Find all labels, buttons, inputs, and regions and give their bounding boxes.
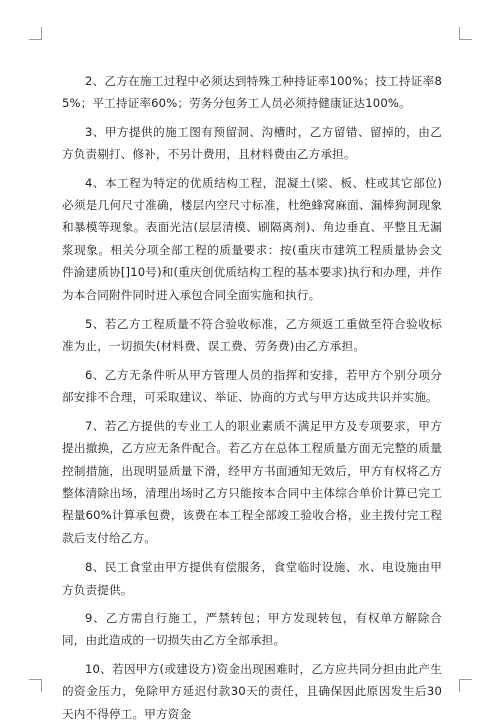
clause-5: 5、若乙方工程质量不符合验收标准，乙方须返工重做至符合验收标准为止，一切损失(材料费、误工费、劳务费)由乙方承担。	[62, 317, 442, 354]
clause-2: 2、乙方在施工过程中必须达到特殊工种持证率100%；技工持证率85%；平工持证率60%；劳务分包务工人员必须持健康证达100%。	[62, 74, 442, 111]
clause-7: 7、若乙方提供的专业工人的职业素质不满足甲方及专项要求，甲方提出撤换，乙方应无条件配合。若乙方在总体工程质量方面无完整的质量控制措施，出现明显质量下滑，经甲方书面通知无效后，甲方有权将乙方整体清除出场，清理出场时乙方只能按本合同中主体综合单价计算已完工程量60%计算承包费，该费在本工程全部竣工验收合格，业主拨付完工程款后支付给乙方。	[62, 418, 442, 545]
clause-8: 8、民工食堂由甲方提供有偿服务，食堂临时设施、水、电设施由甲方负责提供。	[62, 560, 442, 597]
clause-6: 6、乙方无条件听从甲方管理人员的指挥和安排，若甲方个别分项分部安排不合理，可采取建议、举证、协商的方式与甲方达成共识并实施。	[62, 367, 442, 405]
clause-3: 3、甲方提供的施工图有预留洞、沟槽时，乙方留错、留掉的，由乙方负责剔打、修补，不另计费用，且材料费由乙方承担。	[62, 124, 442, 162]
clause-10: 10、若因甲方(或建设方)资金出现困难时，乙方应共同分担由此产生的资金压力，免除甲方延迟付款30天的责任，且确保因此原因发生后30天内不得停工。甲方资金	[62, 661, 442, 721]
clause-9: 9、乙方需自行施工，严禁转包；甲方发现转包，有权单方解除合同，由此造成的一切损失由乙方全部承担。	[62, 610, 442, 648]
crop-mark-top-right	[459, 27, 472, 40]
crop-mark-bottom-right	[459, 679, 472, 692]
crop-mark-bottom-left	[29, 679, 42, 692]
clause-4: 4、本工程为特定的优质结构工程，混凝土(梁、板、柱或其它部位)必须是几何尺寸准确，楼层内空尺寸标准，杜绝蜂窝麻面、漏棒狗洞现象和暴模等现象。表面光洁(层层清模、刷隔离剂)、角边垂直、平整且无漏浆现象。相关分项全部工程的质量要求：按(重庆市建筑工程质量协会文件渝建质协[]10号)和(重庆创优质结构工程的基本要求)执行和办理，并作为本合同附件同时进入承包合同全面实施和执行。	[62, 175, 442, 302]
crop-mark-top-left	[29, 27, 42, 40]
document-body	[62, 70, 442, 725]
